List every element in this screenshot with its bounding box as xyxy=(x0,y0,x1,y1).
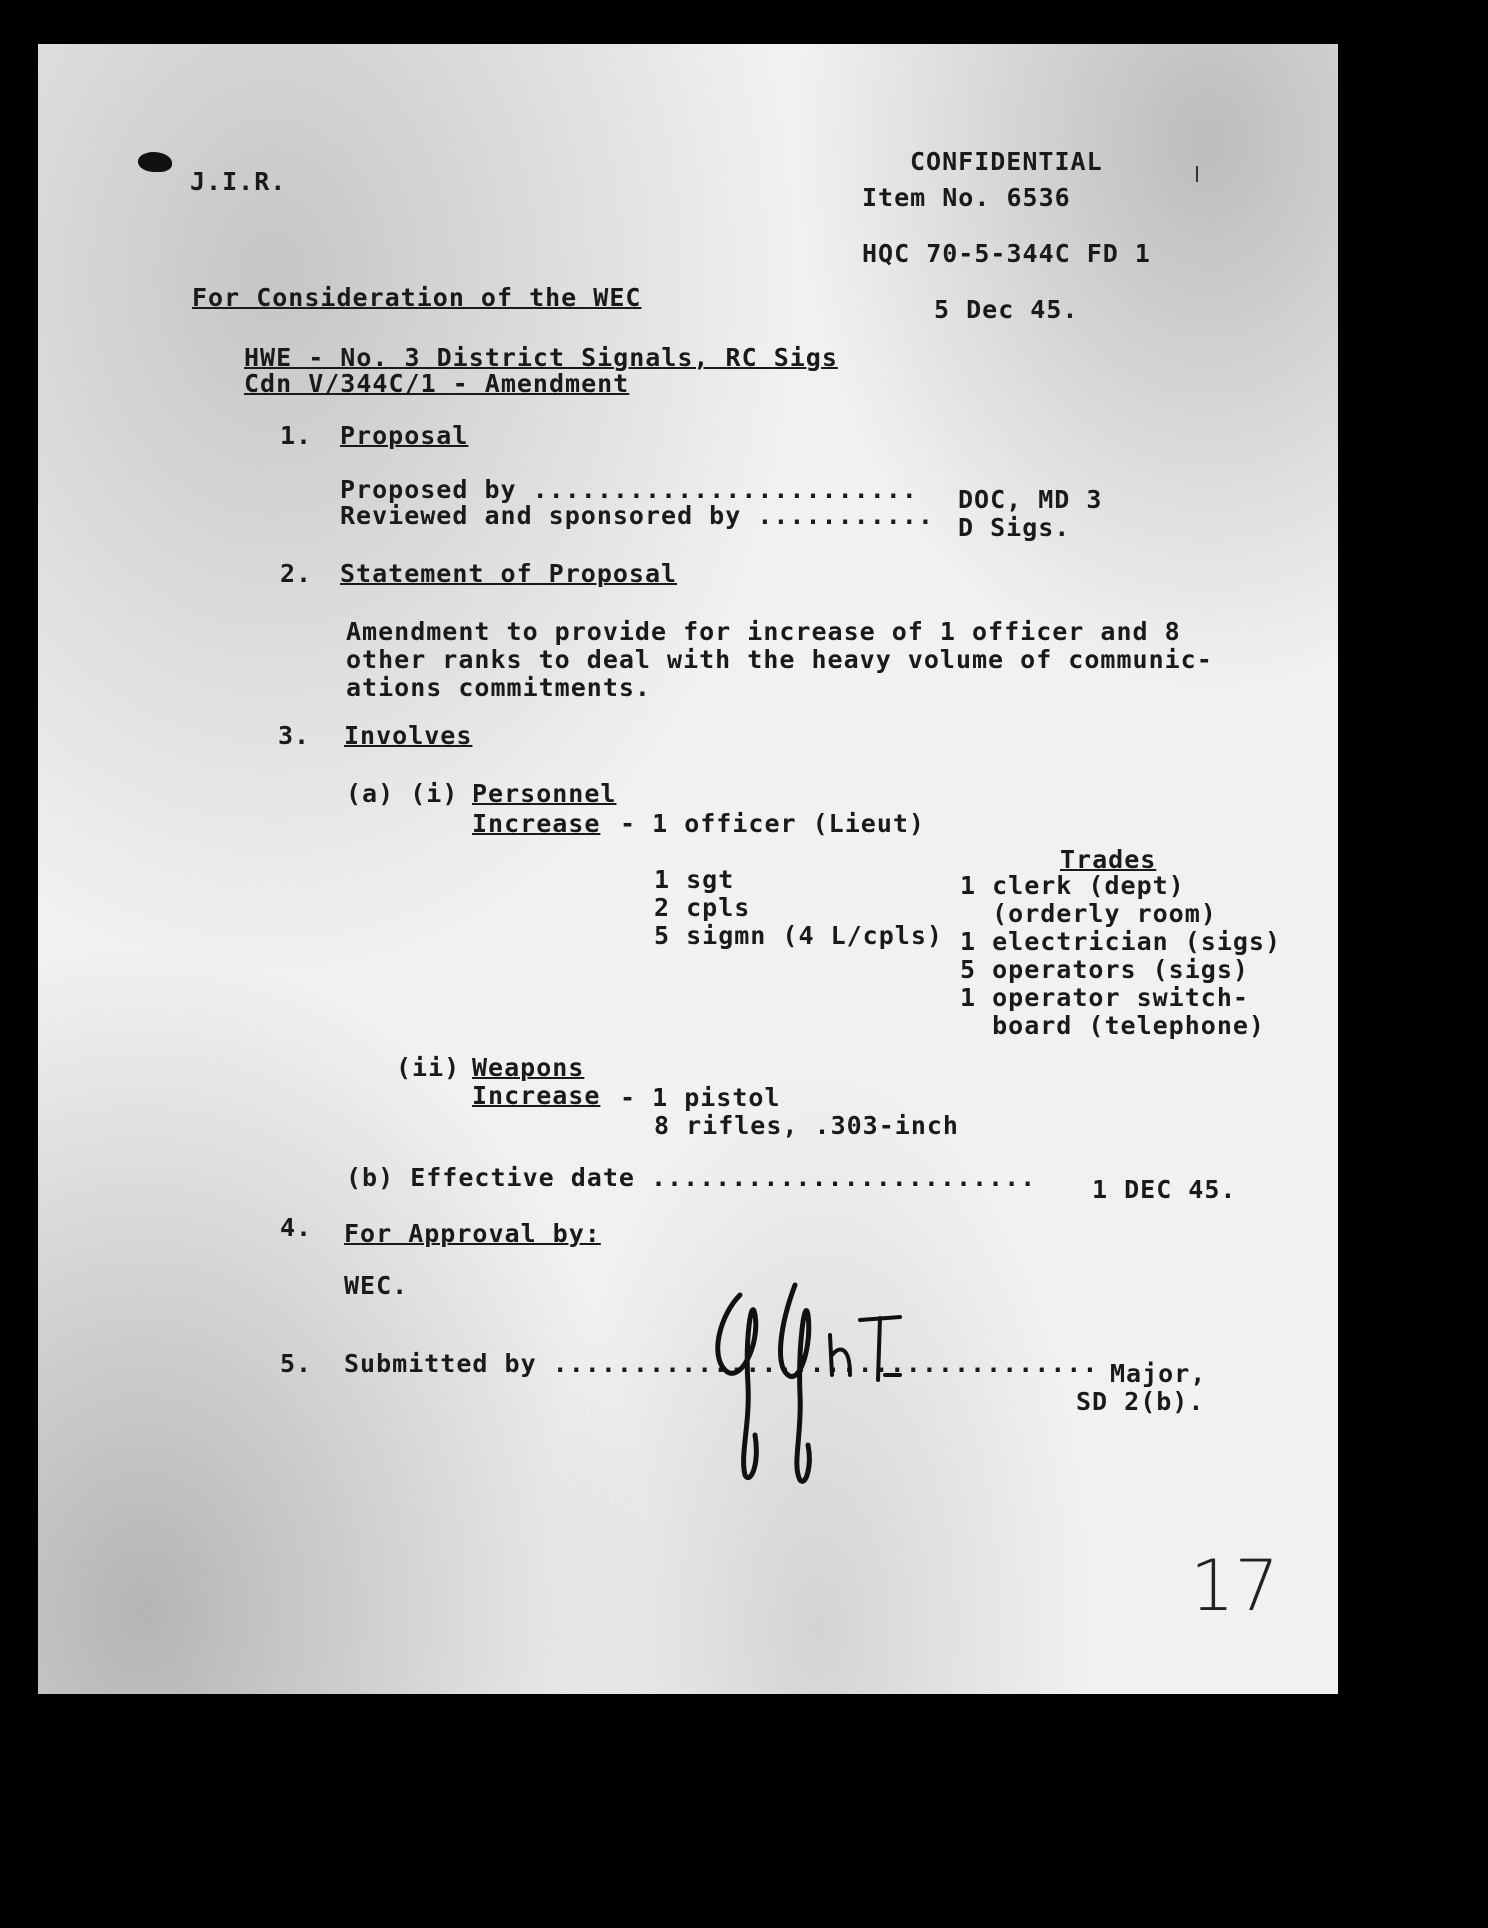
personnel-heading: Personnel xyxy=(472,779,617,808)
section-number: 1. xyxy=(280,421,313,450)
item-number: Item No. 6536 xyxy=(862,183,1071,212)
submitter-rank: Major, xyxy=(1110,1359,1207,1388)
weapon-item: - 1 pistol xyxy=(620,1083,781,1112)
section-heading-involves: Involves xyxy=(344,721,473,750)
section-heading-proposal: Proposal xyxy=(340,421,469,450)
classification: CONFIDENTIAL xyxy=(910,147,1103,176)
rank-item: 1 sgt xyxy=(654,865,735,894)
section-number: 3. xyxy=(278,721,311,750)
proposed-by-label: Proposed by ........................ xyxy=(340,475,918,504)
trades-heading: Trades xyxy=(1060,845,1157,874)
statement-line-3: ations commitments. xyxy=(346,673,651,702)
rank-item: 2 cpls xyxy=(654,893,751,922)
trade-item: 1 clerk (dept) xyxy=(960,871,1185,900)
section-number: 2. xyxy=(280,559,313,588)
proposed-by-value: DOC, MD 3 xyxy=(958,485,1103,514)
weapons-increase-label: Increase xyxy=(472,1081,601,1110)
folio-number: 17 xyxy=(1190,1545,1280,1627)
margin-mark xyxy=(1196,166,1198,182)
trade-item: 5 operators (sigs) xyxy=(960,955,1249,984)
reviewed-by-label: Reviewed and sponsored by ........... xyxy=(340,501,934,530)
trade-item: (orderly room) xyxy=(960,899,1217,928)
handwritten-signature xyxy=(700,1275,960,1495)
ink-blot xyxy=(138,152,172,172)
file-reference: HQC 70-5-344C FD 1 xyxy=(862,239,1151,268)
document-title: For Consideration of the WEC xyxy=(192,283,642,312)
weapon-item: 8 rifles, .303-inch xyxy=(654,1111,959,1140)
trade-item: 1 electrician (sigs) xyxy=(960,927,1282,956)
subject-line-1: HWE - No. 3 District Signals, RC Sigs xyxy=(244,343,838,372)
personnel-increase-label: Increase xyxy=(472,809,601,838)
personnel-label: (a) (i) xyxy=(346,779,459,808)
trade-item: 1 operator switch- xyxy=(960,983,1249,1012)
rank-item: 5 sigmn (4 L/cpls) xyxy=(654,921,943,950)
weapons-heading: Weapons xyxy=(472,1053,585,1082)
initials: J.I.R. xyxy=(190,167,287,196)
reviewed-by-value: D Sigs. xyxy=(958,513,1071,542)
statement-line-1: Amendment to provide for increase of 1 officer and 8 xyxy=(346,617,1181,646)
submitter-branch: SD 2(b). xyxy=(1076,1387,1205,1416)
effective-date-value: 1 DEC 45. xyxy=(1092,1175,1237,1204)
document-date: 5 Dec 45. xyxy=(934,295,1079,324)
submitted-by-label: Submitted by .................................. xyxy=(344,1349,1099,1378)
section-heading-statement: Statement of Proposal xyxy=(340,559,678,588)
officer-increase: - 1 officer (Lieut) xyxy=(620,809,925,838)
trade-item: board (telephone) xyxy=(960,1011,1265,1040)
effective-date-label: (b) Effective date ........................ xyxy=(346,1163,1037,1192)
statement-line-2: other ranks to deal with the heavy volume of communic- xyxy=(346,645,1213,674)
section-number: 4. xyxy=(280,1213,313,1242)
subject-line-2: Cdn V/344C/1 - Amendment xyxy=(244,369,630,398)
approval-body: WEC. xyxy=(344,1271,409,1300)
weapons-label: (ii) xyxy=(396,1053,461,1082)
section-number: 5. xyxy=(280,1349,313,1378)
section-heading-approval: For Approval by: xyxy=(344,1219,601,1248)
